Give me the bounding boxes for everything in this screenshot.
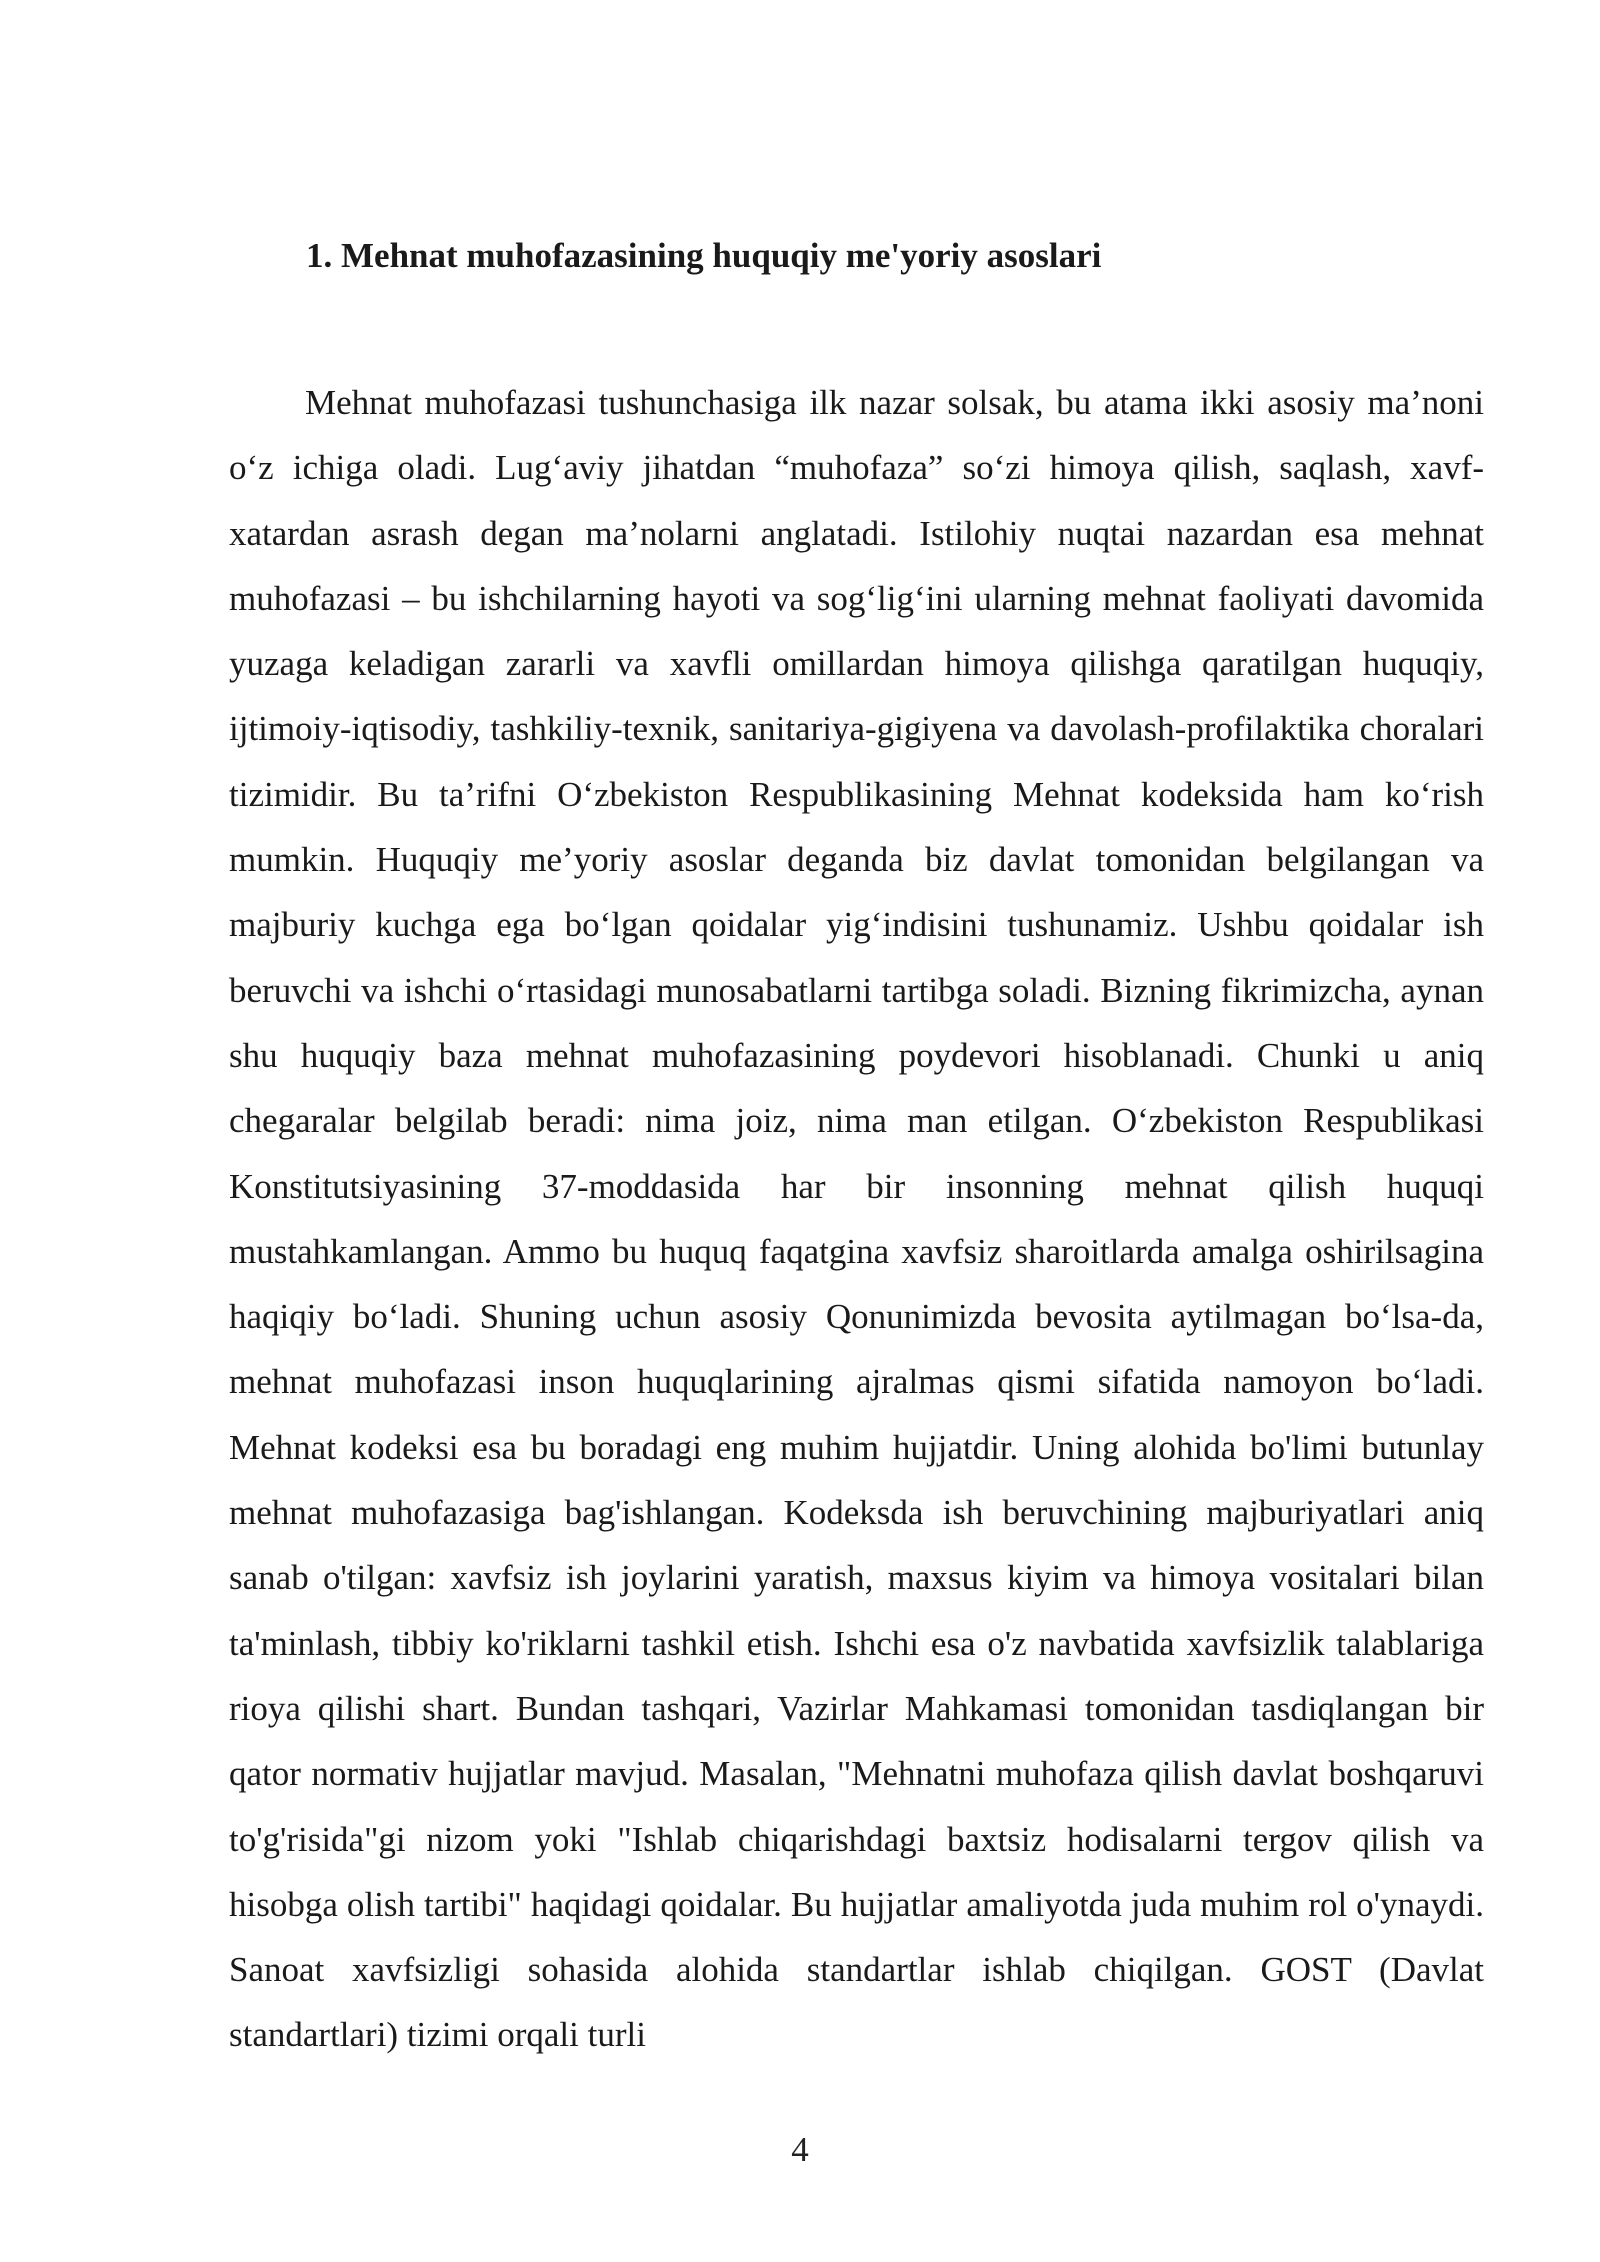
page-number: 4 — [791, 2130, 809, 2169]
body-paragraph: Mehnat muhofazasi tushunchasiga ilk nazar solsak, bu atama ikki asosiy ma’noni o‘z ichiga oladi. Lug‘aviy jihatdan “muhofaza” so‘zi himoya qilish, saqlash, xavf-xatardan asrash degan ma’nolarni anglatadi. Istilohiy nuqtai nazardan esa mehnat muhofazasi – bu ishchilarning hayoti va sog‘lig‘ini ularning mehnat faoliyati davomida yuzaga keladigan zararli va xavfli omillardan himoya qilishga qaratilgan huquqiy, ijtimoiy-iqtisodiy, tashkiliy-texnik, sanitariya-gigiyena va davolash-profilaktika choralari tizimidir. Bu ta’rifni O‘zbekiston Respublikasining Mehnat kodeksida ham ko‘rish mumkin. Huquqiy me’yoriy asoslar deganda biz davlat tomonidan belgilangan va majburiy kuchga ega bo‘lgan qoidalar yig‘indisini tushunamiz. Ushbu qoidalar ish beruvchi va ishchi o‘rtasidagi munosabatlarni tartibga soladi. Bizning fikrimizcha, aynan shu huquqiy baza mehnat muhofazasining poydevori hisoblanadi. Chunki u aniq chegaralar belgilab beradi: nima joiz, nima man etilgan. O‘zbekiston Respublikasi Konstitutsiyasining 37-moddasida har bir insonning mehnat qilish huquqi mustahkamlangan. Ammo bu huquq faqatgina xavfsiz sharoitlarda amalga oshirilsagina haqiqiy bo‘ladi. Shuning uchun asosiy Qonunimizda bevosita aytilmagan bo‘lsa-da, mehnat muhofazasi inson huquqlarining ajralmas qismi sifatida namoyon bo‘ladi. Mehnat kodeksi esa bu boradagi eng muhim hujjatdir. Uning alohida bo'limi butunlay mehnat muhofazasiga bag'ishlangan. Kodeksda ish beruvchining majburiyatlari aniq sanab o'tilgan: xavfsiz ish joylarini yaratish, maxsus kiyim va himoya vositalari bilan ta'minlash, tibbiy ko'riklarni tashkil etish. Ishchi esa o'z navbatida xavfsizlik talablariga rioya qilishi shart. Bundan tashqari, Vazirlar Mahkamasi tomonidan tasdiqlangan bir qator normativ hujjatlar mavjud. Masalan, "Mehnatni muhofaza qilish davlat boshqaruvi to'g'risida"gi nizom yoki "Ishlab chiqarishdagi baxtsiz hodisalarni tergov qilish va hisobga olish tartibi" haqidagi qoidalar. Bu hujjatlar amaliyotda juda muhim rol o'ynaydi. Sanoat xavfsizligi sohasida alohida standartlar ishlab chiqilgan. GOST (Davlat standartlari) tizimi orqali turli — [229, 383, 1484, 2055]
section-heading: 1. Mehnat muhofazasining huquqiy me'yoriy asoslari — [306, 236, 1102, 275]
